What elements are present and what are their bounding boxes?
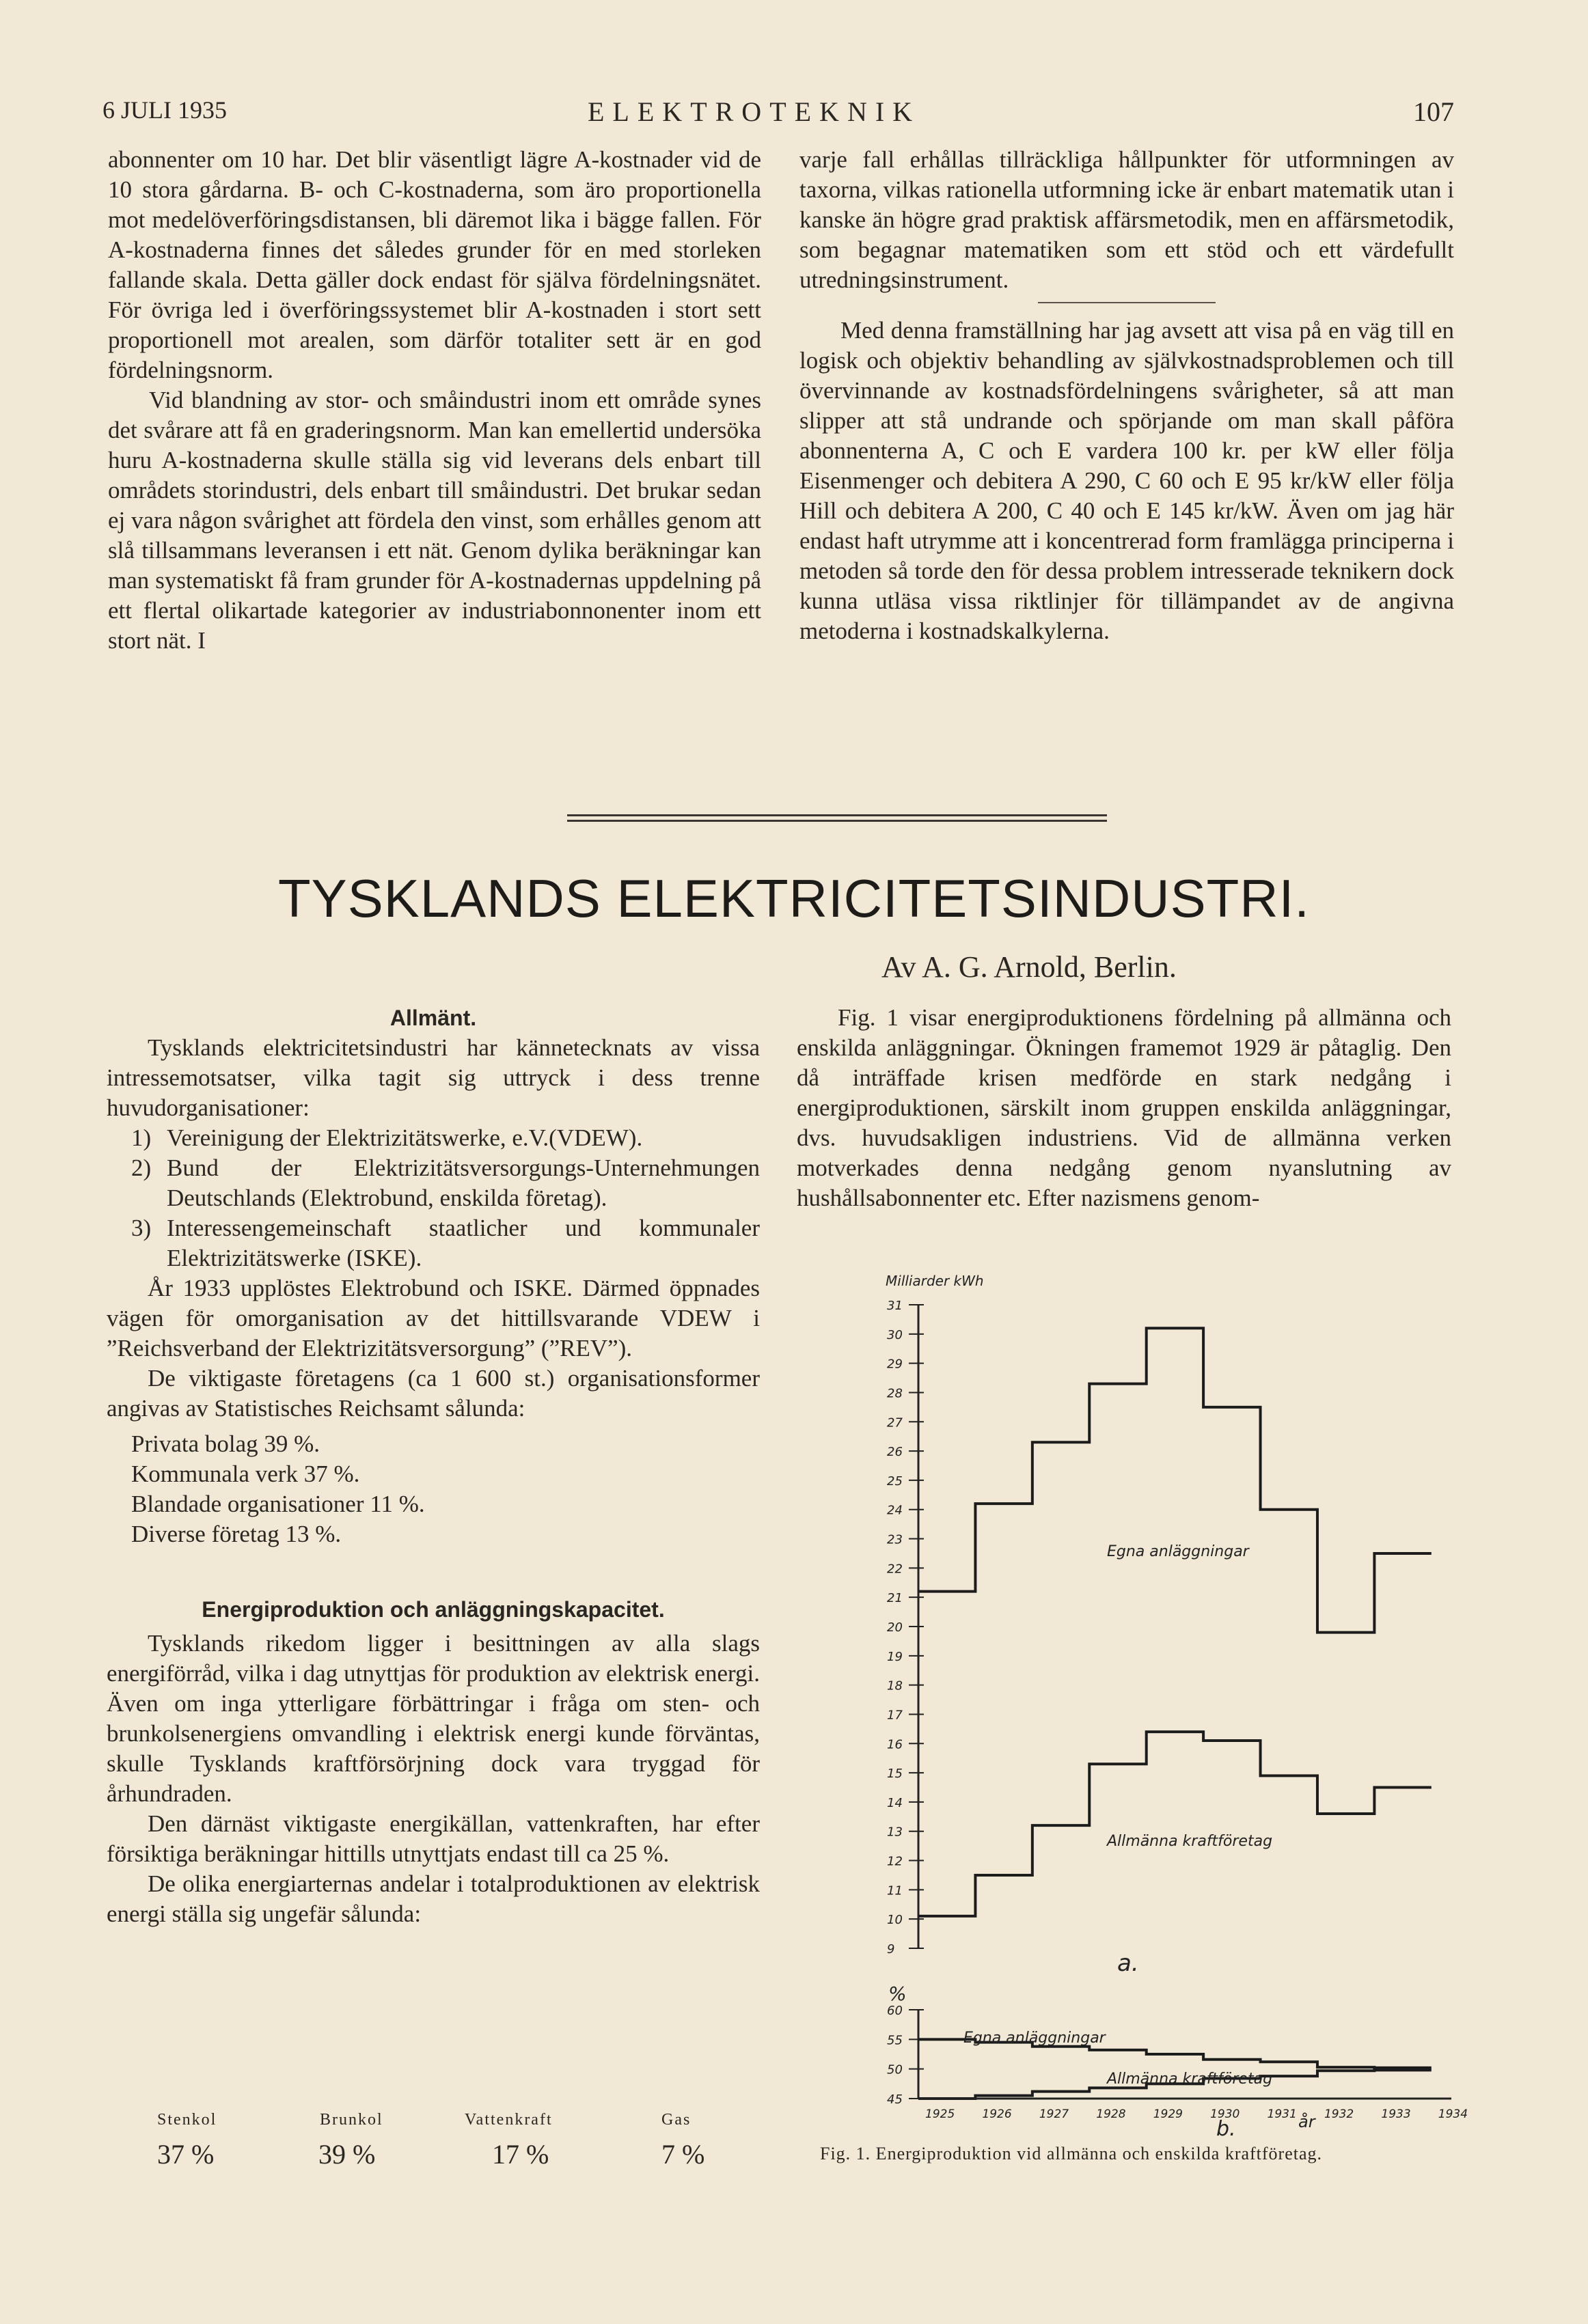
paragraph: Vid blandning av stor- och småindustri inom ett område synes det svårare att få en graderingsnorm. Man kan emellertid undersöka huru A-kostnaderna skulle ställa sig vid leverans dels enbart till områdets storindustri, dels enbart till småindustri. Det brukar sedan ej vara någon svårighet att fördela den vinst, som erhålles genom att slå tillsammans leveransen i ett nät. Genom dylika beräkningar kan man systematiskt få fram grunder för A-kostnadernas uppdelning på ett flertal olikartade kategorier av industriabonnonenter inom ett stort nät. I [108, 387, 761, 654]
x-axis-label: år [1298, 2112, 1315, 2131]
x-tick-label: 1931 [1267, 2107, 1297, 2121]
panel-b-ylabel: % [888, 1982, 907, 2005]
panel-b-y-tick-label: 60 [887, 2004, 903, 2018]
organisation-forms [107, 1429, 760, 1549]
share-label: Gas [661, 2111, 692, 2129]
article-right-column [797, 1003, 1451, 1213]
list-text: Interessengemeinschaft staatlicher und kommunaler Elektrizitätswerke (ISKE). [167, 1215, 760, 1271]
panel-a-y-tick-label: 27 [887, 1415, 903, 1430]
x-tick-label: 1933 [1381, 2107, 1411, 2121]
list-item: Privata bolag 39 %. [131, 1430, 320, 1457]
list-item [107, 1213, 760, 1273]
panel-a-label: a. [1117, 1950, 1139, 1977]
series-label: Egna anläggningar [1107, 1543, 1249, 1560]
panel-a-y-tick-label: 15 [887, 1767, 903, 1782]
panel-a-y-tick-label: 23 [887, 1532, 903, 1547]
article-left-column [107, 1003, 760, 1929]
paragraph: varje fall erhållas tillräckliga hållpunkter för utformningen av taxorna, vilkas rationella utformning icke är enbart matematik utan i kanske än högre grad praktisk affärsmetodik, men en affärsmetodik, som begagnar matematiken som ett stöd och ett värdefullt utredningsinstrument. [799, 146, 1454, 293]
list-number: 1) [131, 1124, 152, 1151]
header-date: 6 JULI 1935 [102, 96, 227, 124]
panel-b-y-tick-label: 45 [887, 2092, 903, 2107]
panel-a-y-tick-label: 24 [887, 1503, 903, 1518]
x-tick-label: 1926 [982, 2107, 1012, 2121]
double-rule-top [567, 814, 1107, 816]
panel-a-y-tick-label: 26 [887, 1445, 903, 1460]
figure-caption: Fig. 1. Energiproduktion vid allmänna och enskilda kraftföretag. [820, 2144, 1323, 2163]
x-tick-label: 1932 [1324, 2107, 1354, 2121]
share-label: Brunkol [320, 2111, 383, 2129]
energy-share-table [109, 2111, 758, 2186]
list-item [107, 1123, 760, 1153]
section-heading: Energiproduktion och anläggningskapacitet. [202, 1597, 665, 1622]
paragraph: abonnenter om 10 har. Det blir väsentligt lägre A-kostnader vid de 10 stora gårdarna. B- och C-kostnaderna, som äro proportionella mot medelöverföringsdistansen, bli däremot lika i bägge fallen. För A-kostnaderna finnes det således grunder för en med storleken fallande skala. Detta gäller dock endast för själva fördelningsnätet. För övriga led i överföringssystemet blir A-kostnaden i stort sett proportionell mot arealen, som därför totaliter sett är en god fördelningsnorm. [108, 146, 761, 383]
list-item: Diverse företag 13 %. [131, 1521, 342, 1547]
panel-a-y-tick-label: 30 [887, 1327, 903, 1342]
panel-a-y-tick-label: 11 [887, 1883, 903, 1898]
paragraph: Fig. 1 visar energiproduktionens fördelning på allmänna och enskilda anläggningar. Ökningen framemot 1929 är påtaglig. Den då inträffade krisen medförde en stark nedgång i energiproduktionen, särskilt inom gruppen enskilda anläggningar, dvs. huvudsakligen industriens. Vid de allmänna verken motverkades denna nedgång genom nyanslutning av hushållsabonnenter etc. Efter nazismens genom- [797, 1004, 1451, 1211]
panel-a-y-tick-label: 9 [887, 1942, 895, 1956]
panel-b-y-tick-label: 55 [887, 2033, 903, 2048]
panel-a-series-2-line [918, 1732, 1432, 1916]
list-number: 2) [131, 1154, 152, 1181]
panel-a-y-tick-label: 16 [887, 1737, 903, 1752]
separator-rule [1038, 302, 1216, 303]
list-number: 3) [131, 1215, 152, 1241]
article-title: TYSKLANDS ELEKTRICITETSINDUSTRI. [278, 868, 1310, 928]
panel-a-y-tick-label: 13 [887, 1825, 903, 1840]
x-tick-label: 1925 [925, 2107, 955, 2121]
list-text: Bund der Elektrizitätsversorgungs-Unternehmungen Deutschlands (Elektrobund, enskilda företag). [167, 1154, 760, 1211]
panel-a-y-tick-label: 18 [887, 1678, 903, 1693]
prev-article-right-column [799, 145, 1454, 646]
panel-b-label-text: b. [1216, 2117, 1236, 2141]
x-tick-label: 1934 [1438, 2107, 1468, 2121]
series-label: Allmänna kraftföretag [1107, 2071, 1273, 2088]
panel-a-y-tick-label: 20 [887, 1620, 903, 1635]
article-byline: Av A. G. Arnold, Berlin. [881, 950, 1177, 984]
share-value: 39 % [318, 2139, 376, 2170]
share-value: 37 % [157, 2139, 215, 2170]
paragraph: De olika energiarternas andelar i totalproduktionen av elektrisk energi ställa sig ungefär sålunda: [107, 1870, 760, 1927]
paragraph: Den därnäst viktigaste energikällan, vattenkraften, har efter försiktiga beräkningar hittills utnyttjats endast till ca 25 %. [107, 1810, 760, 1867]
header-page-number: 107 [1413, 96, 1454, 127]
x-tick-label: 1928 [1096, 2107, 1126, 2121]
share-value: 17 % [492, 2139, 549, 2170]
share-value: 7 % [661, 2139, 705, 2170]
panel-a-y-tick-label: 19 [887, 1649, 903, 1664]
paragraph: År 1933 upplöstes Elektrobund och ISKE. Därmed öppnades vägen för omorganisation av det hittillsvarande VDEW i ”Reichsverband der Elektrizitätsversorgung” (”REV”). [107, 1275, 760, 1361]
panel-a-y-tick-label: 12 [887, 1854, 903, 1869]
panel-b-y-tick-label: 50 [887, 2062, 903, 2077]
prev-article-left-column [108, 145, 761, 656]
x-tick-label: 1927 [1039, 2107, 1069, 2121]
panel-a-y-tick-label: 17 [887, 1708, 903, 1723]
section-heading: Allmänt. [389, 1006, 477, 1030]
paragraph: Med denna framställning har jag avsett att visa på en väg till en logisk och objektiv behandling av självkostnadsproblemen och till övervinnande av kostnadsfördelningens svårigheter, så att man slipper att stå undrande och spörjande om man skall påföra abonnenterna A, C och E vardera 100 kr. per kW eller följa Eisenmenger och debitera A 290, C 60 och E 95 kr/kW eller följa Hill och debitera A 200, C 40 och E 145 kr/kW. Även om jag här endast haft utrymme att i koncentrerad form framlägga principerna i metoden så torde den för dessa problem intresserade teknikern dock kunna utläsa vissa riktlinjer för tillämpandet av de angivna metoderna i kostnadskalkylerna. [799, 317, 1454, 644]
list-item: Blandade organisationer 11 %. [131, 1491, 425, 1517]
panel-a-y-tick-label: 29 [887, 1357, 903, 1372]
panel-a-y-tick-label: 21 [887, 1591, 903, 1606]
paragraph: Tysklands rikedom ligger i besittningen av alla slags energiförråd, vilka i dag utnyttjas för produktion av elektrisk energi. Även om inga ytterligare förbättringar i fråga om sten- och brunkolsenergiens omvandling i elektrisk energi kunde förväntas, skulle Tysklands kraftförsörjning dock vara tryggad för århundraden. [107, 1630, 760, 1807]
paragraph: De viktigaste företagens (ca 1 600 st.) organisationsformer angivas av Statistisches Reichsamt sålunda: [107, 1365, 760, 1422]
x-tick-label: 1929 [1153, 2107, 1183, 2121]
list-item: Kommunala verk 37 %. [131, 1461, 360, 1487]
series-label: Egna anläggningar [963, 2030, 1106, 2047]
energy-production-chart [806, 1264, 1468, 2141]
share-label: Stenkol [157, 2111, 217, 2129]
panel-a-y-tick-label: 22 [887, 1562, 903, 1577]
double-rule-bottom [567, 820, 1107, 822]
list-item [107, 1153, 760, 1213]
organisation-list [107, 1123, 760, 1273]
panel-a-ylabel: Milliarder kWh [886, 1273, 984, 1289]
list-text: Vereinigung der Elektrizitätswerke, e.V.(VDEW). [167, 1124, 643, 1151]
panel-a-y-tick-label: 14 [887, 1795, 903, 1810]
panel-a-y-tick-label: 25 [887, 1474, 903, 1489]
share-label: Vattenkraft [465, 2111, 553, 2129]
panel-a-y-tick-label: 10 [887, 1913, 903, 1928]
x-tick-label: 1930 [1210, 2107, 1240, 2121]
paragraph: Tysklands elektricitetsindustri har kännetecknats av vissa intressemotsatser, vilka tagit sig uttryck i dess trenne huvudorganisationer: [107, 1034, 760, 1121]
panel-a-y-tick-label: 28 [887, 1386, 903, 1401]
panel-a-series-1-line [918, 1328, 1432, 1632]
header-journal: ELEKTROTEKNIK [588, 96, 921, 127]
series-label: Allmänna kraftföretag [1107, 1833, 1273, 1850]
panel-a-y-tick-label: 31 [887, 1299, 903, 1313]
